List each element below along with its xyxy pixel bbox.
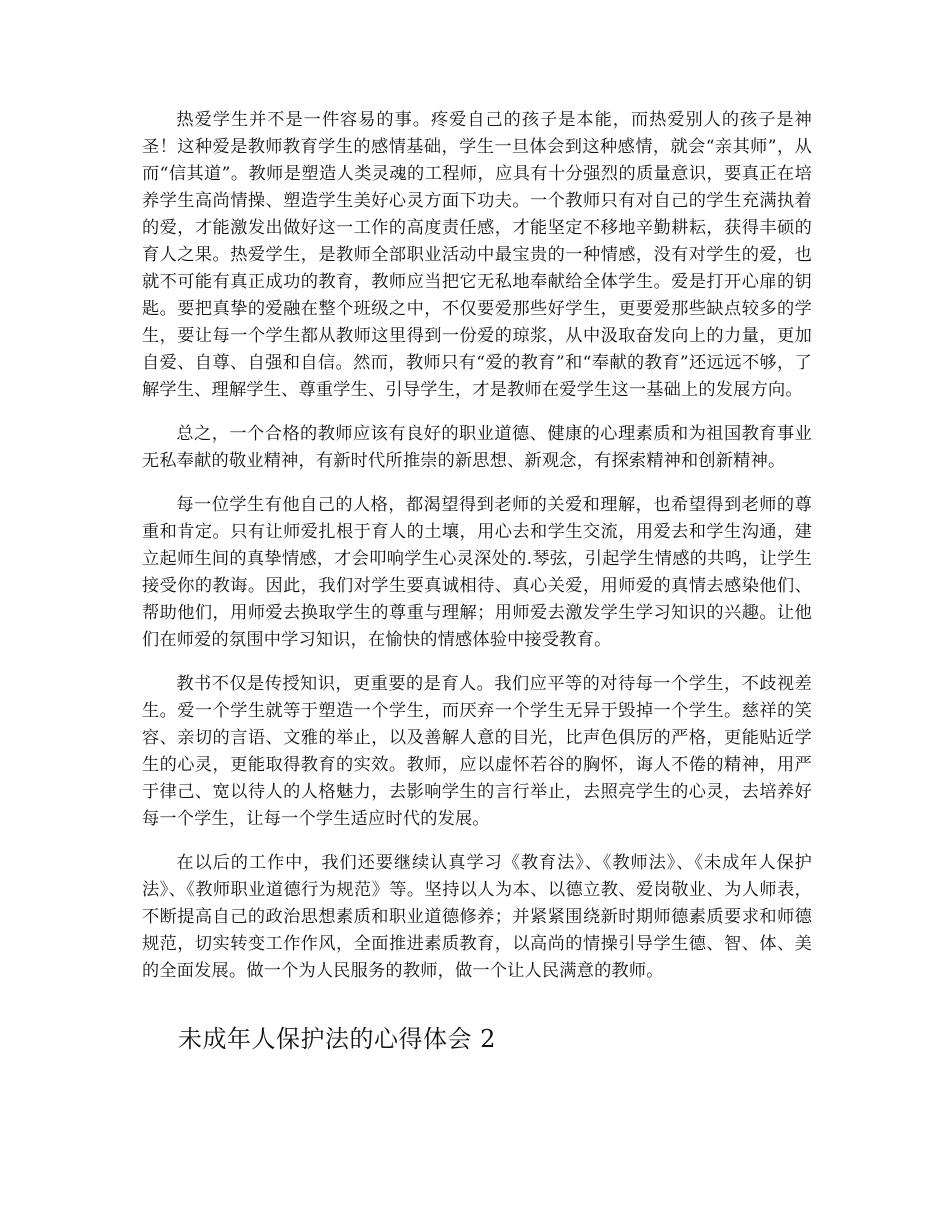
paragraph-respect: 每一位学生有他自己的人格，都渴望得到老师的关爱和理解，也希望得到老师的尊重和肯定。只有让师爱扎根于育人的土壤，用心去和学生交流，用爱去和学生沟通，建立起师生间的真挚情感，才会叩响学生心灵深处的.琴弦，引起学生情感的共鸣，让学生接受你的教诲。因此，我们对学生要真诚相待、真心关爱，用师爱的真情去感染他们、帮助他们，用师爱去换取学生的尊重与理解；用师爱去激发学生学习知识的兴趣。让他们在师爱的氛围中学习知识，在愉快的情感体验中接受教育。 xyxy=(142,495,812,650)
section-heading: 未成年人保护法的心得体会 2 xyxy=(178,1025,496,1053)
paragraph-education: 教书不仅是传授知识，更重要的是育人。我们应平等的对待每一个学生，不歧视差生。爱一个学生就等于塑造一个学生，而厌弃一个学生无异于毁掉一个学生。慈祥的笑容、亲切的言语、文雅的举止，以及善解人意的目光，比声色俱厉的严格，更能贴近学生的心灵，更能取得教育的实效。教师，应以虚怀若谷的胸怀，诲人不倦的精神，用严于律己、宽以待人的人格魅力，去影响学生的言行举止，去照亮学生的心灵，去培养好每一个学生，让每一个学生适应时代的发展。 xyxy=(142,674,812,829)
paragraph-summary: 总之，一个合格的教师应该有良好的职业道德、健康的心理素质和为祖国教育事业无私奉献的敬业精神，有新时代所推崇的新思想、新观念，有探索精神和创新精神。 xyxy=(142,424,812,471)
document-body xyxy=(142,107,812,1002)
paragraph-future-work: 在以后的工作中，我们还要继续认真学习《教育法》、《教师法》、《未成年人保护法》、《教师职业道德行为规范》等。坚持以人为本、以德立教、爱岗敬业、为人师表，不断提高自己的政治思想素质和职业道德修养；并紧紧围绕新时期师德素质要求和师德规范，切实转变工作作风，全面推进素质教育，以高尚的情操引导学生德、智、体、美的全面发展。做一个为人民服务的教师，做一个让人民满意的教师。 xyxy=(142,853,812,981)
paragraph-love-students: 热爱学生并不是一件容易的事。疼爱自己的孩子是本能，而热爱别人的孩子是神圣！这种爱是教师教育学生的感情基础，学生一旦体会到这种感情，就会“亲其师”，从而“信其道”。教师是塑造人类灵魂的工程师，应具有十分强烈的质量意识，要真正在培养学生高尚情操、塑造学生美好心灵方面下功夫。一个教师只有对自己的学生充满执着的爱，才能激发出做好这一工作的高度责任感，才能坚定不移地辛勤耕耘，获得丰硕的育人之果。热爱学生，是教师全部职业活动中最宝贵的一种情感，没有对学生的爱，也就不可能有真正成功的教育，教师应当把它无私地奉献给全体学生。爱是打开心扉的钥匙。要把真挚的爱融在整个班级之中，不仅要爱那些好学生，更要爱那些缺点较多的学生，要让每一个学生都从教师这里得到一份爱的琼浆，从中汲取奋发向上的力量，更加自爱、自尊、自强和自信。然而，教师只有“爱的教育”和“奉献的教育”还远远不够，了解学生、理解学生、尊重学生、引导学生，才是教师在爱学生这一基础上的发展方向。 xyxy=(142,110,812,400)
